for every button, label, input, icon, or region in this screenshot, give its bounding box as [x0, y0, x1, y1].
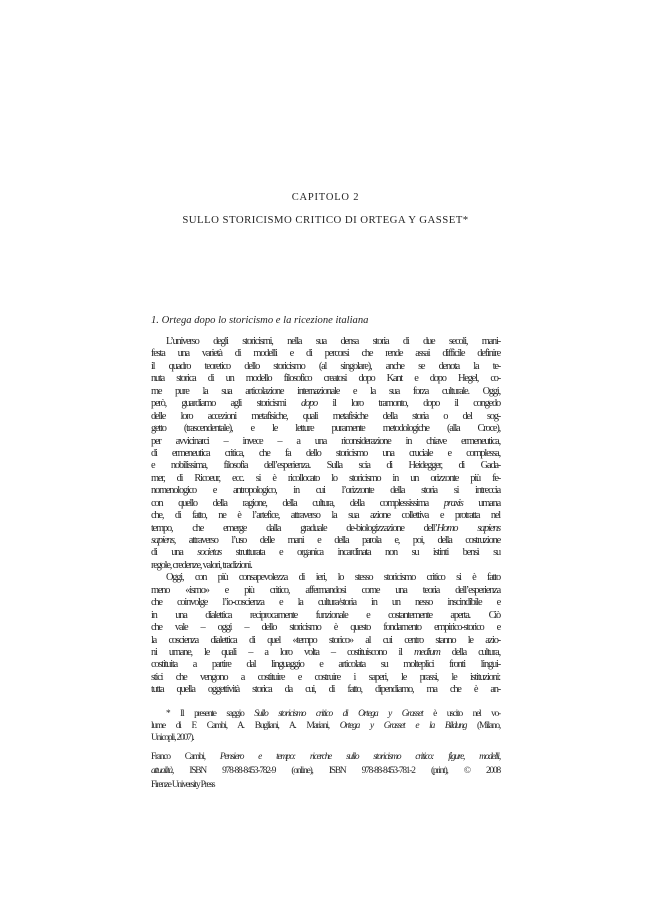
text-line: costituita a partire dal linguaggio e articolata su molteplici fronti lingui-: [151, 659, 500, 671]
paragraph: [151, 336, 500, 572]
imprint-colophon: [151, 750, 500, 792]
text-line: L’universo degli storicismi, nella sua densa storia di due secoli, mani-: [166, 336, 500, 347]
section-heading: 1. Ortega dopo lo storicismo e la ricezione italiana: [151, 315, 369, 326]
text-line: Oggi, con più consapevolezza di ieri, lo stesso storicismo critico si è fatto: [166, 572, 500, 584]
text-line: in una dialettica reciprocamente funzionale e costantemente aperta. Ciò: [151, 609, 500, 621]
text-line: stici che vengono a costituire e costruire i saperi, le prassi, le istituzioni:: [151, 671, 500, 683]
text-line: che vale – oggi – dello storicismo è questo fondamento empirico-storico e: [151, 622, 500, 634]
text-line: e nobilissima, filosofia dell’esperienza. Sulla scia di Heidegger, di Gada-: [151, 460, 500, 472]
text-line: Franco Cambi, Pensiero e tempo: ricerche sullo storicismo critico: figure, modelli,: [151, 752, 500, 762]
text-line: che coinvolge l’io-coscienza e la cultura/storia in un nesso inscindibile e: [151, 597, 500, 609]
text-line: di una societas strutturata e organica incardinata non su istinti bensì su: [151, 547, 500, 559]
paragraph: [151, 572, 500, 696]
text-line: Unicopli, 2007).: [151, 733, 194, 744]
text-line: però, guardiamo agli storicismi dopo il loro tramonto, dopo il congedo: [151, 398, 500, 410]
text-line: tempo, che emerge dalla graduale de-biologizzazione dell’Homo sapiens: [151, 522, 500, 534]
text-line: * Il presente saggio Sullo storicismo critico di Ortega y Grasset è uscito nel vo-: [166, 709, 500, 719]
chapter-number: CAPITOLO 2: [291, 192, 360, 203]
text-line: nomenologico e antropologico, in cui l’orizzonte della storia si intreccia: [151, 485, 500, 497]
text-line: la coscienza dialettica di quel «tempo storico» al cui centro stanno le azio-: [151, 634, 500, 646]
text-line: sapiens, attraverso l’uso delle mani e della parola e, poi, della costruzione: [151, 535, 500, 546]
text-line: ni umane, le quali – a loro volta – costituiscono il medium della cultura,: [151, 646, 500, 658]
text-line: tutta quella oggettività storica da cui, di fatto, dipendiamo, ma che è an-: [151, 684, 500, 696]
text-line: con quello della ragione, della cultura, della complessissima praxis umana: [151, 497, 500, 509]
text-line: delle loro accezioni metafisiche, quali metafisiche della storia o del sog-: [151, 410, 500, 422]
chapter-title: SULLO STORICISMO CRITICO DI ORTEGA Y GASSET*: [182, 214, 469, 226]
text-line: per avvicinarci – invece – a una riconsiderazione in chiave ermeneutica,: [151, 435, 500, 447]
footnote: [151, 708, 500, 744]
text-line: attualità, ISBN 978-88-8453-782-9 (online), ISBN 978-88-8453-781-2 (print), © 2008: [151, 766, 500, 776]
text-line: getto (trascendentale), e le letture puramente metodologiche (alla Croce),: [151, 423, 500, 435]
text-line: lume di F. Cambi, A. Bugliani, A. Mariani, Ortega y Grasset e la Bildung (Milano,: [151, 721, 500, 732]
text-line: che, di fatto, ne è l’artefice, attraverso la sua azione collettiva e protratta nel: [151, 510, 500, 522]
text-line: il quadro teoretico dello storicismo (al singolare), anche se denota la te-: [151, 360, 500, 372]
text-line: nuta storica di un modello filosofico creatosi dopo Kant e dopo Hegel, co-: [151, 373, 500, 385]
text-line: festa una varietà di modelli e di percorsi che rende assai difficile definire: [151, 348, 500, 360]
text-line: Firenze University Press: [151, 780, 215, 790]
text-line: meno «ismo» e più critico, affermandosi come una teoria dell’esperienza: [151, 584, 500, 596]
text-line: mer, di Ricoeur, ecc. si è ricollocato lo storicismo in un orizzonte più fe-: [151, 472, 500, 484]
text-line: regole, credenze, valori, tradizioni.: [151, 559, 252, 571]
body-text: [151, 336, 500, 697]
text-line: me pure la sua articolazione internazionale e la sua forza culturale. Oggi,: [151, 385, 500, 397]
text-line: di ermeneutica critica, che fa dello storicismo una cruciale e complessa,: [151, 447, 500, 459]
